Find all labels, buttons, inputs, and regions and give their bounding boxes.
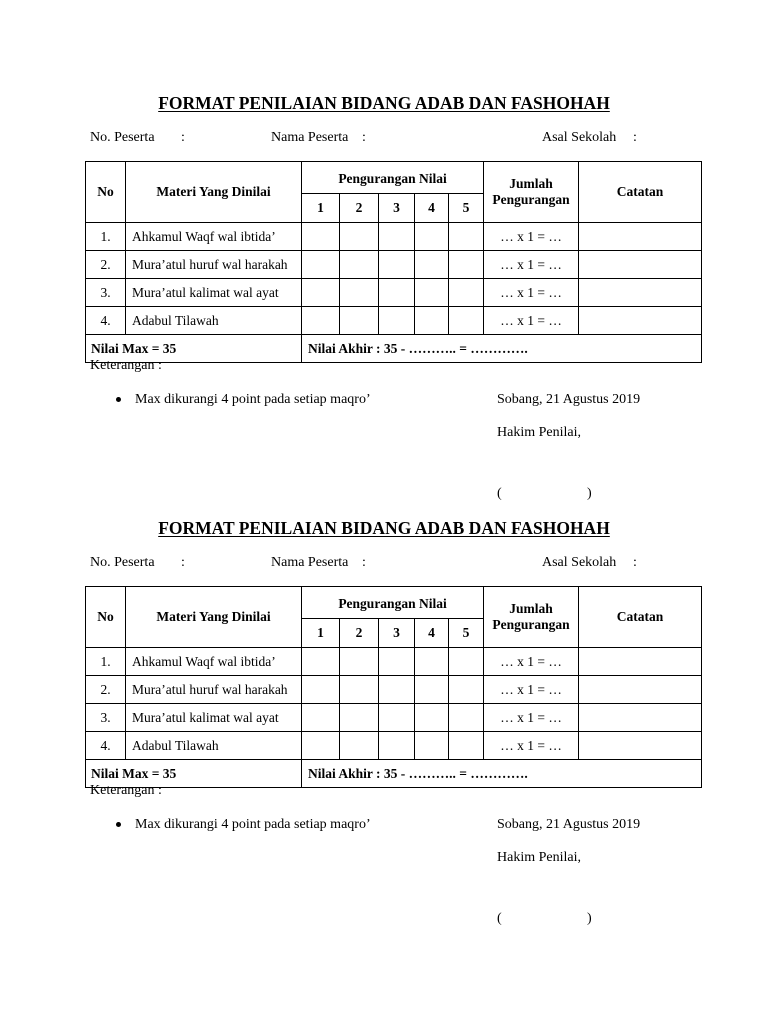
header-score-3: 3 (379, 619, 415, 648)
catatan-cell (579, 251, 702, 279)
no-peserta-colon: : (181, 130, 185, 145)
row-jumlah: … x 1 = … (484, 704, 579, 732)
score-cell (302, 251, 340, 279)
row-jumlah: … x 1 = … (484, 676, 579, 704)
table-row (86, 648, 702, 676)
row-materi: Mura’atul huruf wal harakah (126, 251, 302, 279)
table-row (86, 704, 702, 732)
header-score-5: 5 (449, 619, 484, 648)
score-cell (415, 676, 449, 704)
row-jumlah: … x 1 = … (484, 648, 579, 676)
nama-peserta-colon: : (362, 130, 366, 145)
nama-peserta-label: Nama Peserta (271, 130, 349, 145)
score-cell (415, 704, 449, 732)
header-materi: Materi Yang Dinilai (126, 162, 302, 223)
row-number: 2. (86, 676, 126, 704)
nama-peserta-label: Nama Peserta (271, 555, 349, 570)
score-cell (379, 307, 415, 335)
score-cell (415, 251, 449, 279)
row-number: 1. (86, 648, 126, 676)
score-cell (415, 648, 449, 676)
score-cell (340, 704, 379, 732)
score-table (85, 161, 702, 363)
nilai-max: Nilai Max = 35 (86, 335, 302, 363)
score-cell (449, 223, 484, 251)
score-cell (449, 648, 484, 676)
score-table (85, 586, 702, 788)
assessment-form-1 (0, 0, 768, 501)
score-cell (302, 704, 340, 732)
table-row (86, 676, 702, 704)
signature-open-paren: ( (497, 911, 502, 926)
score-cell (340, 307, 379, 335)
score-cell (302, 676, 340, 704)
header-jumlah-line2: Pengurangan (492, 617, 570, 632)
score-cell (449, 307, 484, 335)
score-cell (379, 704, 415, 732)
score-cell (340, 648, 379, 676)
keterangan-label: Keterangan : (90, 783, 162, 798)
table-row (86, 732, 702, 760)
score-cell (449, 732, 484, 760)
place-date: Sobang, 21 Agustus 2019 (497, 392, 641, 407)
bullet-icon (116, 397, 121, 402)
score-cell (415, 223, 449, 251)
asal-sekolah-label: Asal Sekolah (542, 130, 617, 145)
row-jumlah: … x 1 = … (484, 223, 579, 251)
score-cell (379, 676, 415, 704)
score-cell (379, 732, 415, 760)
asal-sekolah-colon: : (633, 130, 637, 145)
score-cell (449, 704, 484, 732)
header-score-2: 2 (340, 194, 379, 223)
score-cell (379, 251, 415, 279)
nama-peserta-colon: : (362, 555, 366, 570)
row-number: 3. (86, 704, 126, 732)
row-number: 2. (86, 251, 126, 279)
score-cell (302, 223, 340, 251)
score-cell (449, 279, 484, 307)
header-no: No (86, 587, 126, 648)
table-row (86, 223, 702, 251)
catatan-cell (579, 648, 702, 676)
header-score-1: 1 (302, 194, 340, 223)
table-row (86, 251, 702, 279)
row-materi: Ahkamul Waqf wal ibtida’ (126, 223, 302, 251)
table-footer-row (86, 335, 702, 363)
score-cell (449, 676, 484, 704)
header-materi: Materi Yang Dinilai (126, 587, 302, 648)
keterangan-label: Keterangan : (90, 358, 162, 373)
signature-close-paren: ) (587, 911, 592, 926)
score-cell (340, 732, 379, 760)
score-cell (340, 676, 379, 704)
judge-label: Hakim Penilai, (497, 425, 581, 440)
row-materi: Ahkamul Waqf wal ibtida’ (126, 648, 302, 676)
score-cell (449, 251, 484, 279)
row-number: 4. (86, 307, 126, 335)
header-no: No (86, 162, 126, 223)
catatan-cell (579, 676, 702, 704)
row-materi: Mura’atul huruf wal harakah (126, 676, 302, 704)
row-jumlah: … x 1 = … (484, 307, 579, 335)
row-materi: Mura’atul kalimat wal ayat (126, 704, 302, 732)
nilai-akhir: Nilai Akhir : 35 - ……….. = …………. (302, 335, 702, 363)
catatan-cell (579, 704, 702, 732)
form-title: FORMAT PENILAIAN BIDANG ADAB DAN FASHOHAH (158, 518, 610, 538)
row-jumlah: … x 1 = … (484, 279, 579, 307)
header-catatan: Catatan (579, 587, 702, 648)
asal-sekolah-label: Asal Sekolah (542, 555, 617, 570)
score-cell (415, 307, 449, 335)
signature-close-paren: ) (587, 486, 592, 501)
no-peserta-colon: : (181, 555, 185, 570)
catatan-cell (579, 307, 702, 335)
header-jumlah-pengurangan (484, 162, 579, 223)
no-peserta-label: No. Peserta (90, 130, 155, 145)
header-catatan: Catatan (579, 162, 702, 223)
header-jumlah-pengurangan (484, 587, 579, 648)
no-peserta-label: No. Peserta (90, 555, 155, 570)
table-row (86, 307, 702, 335)
score-cell (379, 648, 415, 676)
score-cell (379, 279, 415, 307)
catatan-cell (579, 732, 702, 760)
header-score-1: 1 (302, 619, 340, 648)
score-cell (302, 732, 340, 760)
asal-sekolah-colon: : (633, 555, 637, 570)
bullet-icon (116, 822, 121, 827)
assessment-form-2 (0, 425, 768, 926)
judge-label: Hakim Penilai, (497, 850, 581, 865)
nilai-akhir: Nilai Akhir : 35 - ……….. = …………. (302, 760, 702, 788)
score-cell (340, 251, 379, 279)
score-cell (415, 732, 449, 760)
note-item: Max dikurangi 4 point pada setiap maqro’ (135, 392, 371, 407)
score-cell (302, 648, 340, 676)
row-materi: Adabul Tilawah (126, 732, 302, 760)
row-materi: Adabul Tilawah (126, 307, 302, 335)
header-pengurangan-nilai: Pengurangan Nilai (302, 162, 484, 194)
header-score-3: 3 (379, 194, 415, 223)
row-jumlah: … x 1 = … (484, 732, 579, 760)
catatan-cell (579, 223, 702, 251)
score-cell (302, 307, 340, 335)
header-pengurangan-nilai: Pengurangan Nilai (302, 587, 484, 619)
place-date: Sobang, 21 Agustus 2019 (497, 817, 641, 832)
header-jumlah-line1: Jumlah (509, 601, 553, 616)
header-score-4: 4 (415, 194, 449, 223)
table-footer-row (86, 760, 702, 788)
nilai-max: Nilai Max = 35 (86, 760, 302, 788)
row-number: 4. (86, 732, 126, 760)
row-number: 1. (86, 223, 126, 251)
row-jumlah: … x 1 = … (484, 251, 579, 279)
score-cell (415, 279, 449, 307)
row-number: 3. (86, 279, 126, 307)
header-score-5: 5 (449, 194, 484, 223)
catatan-cell (579, 279, 702, 307)
score-cell (379, 223, 415, 251)
signature-open-paren: ( (497, 486, 502, 501)
header-jumlah-line1: Jumlah (509, 176, 553, 191)
header-score-4: 4 (415, 619, 449, 648)
score-cell (340, 279, 379, 307)
table-row (86, 279, 702, 307)
form-title: FORMAT PENILAIAN BIDANG ADAB DAN FASHOHAH (158, 93, 610, 113)
header-score-2: 2 (340, 619, 379, 648)
score-cell (340, 223, 379, 251)
score-cell (302, 279, 340, 307)
row-materi: Mura’atul kalimat wal ayat (126, 279, 302, 307)
note-item: Max dikurangi 4 point pada setiap maqro’ (135, 817, 371, 832)
header-jumlah-line2: Pengurangan (492, 192, 570, 207)
